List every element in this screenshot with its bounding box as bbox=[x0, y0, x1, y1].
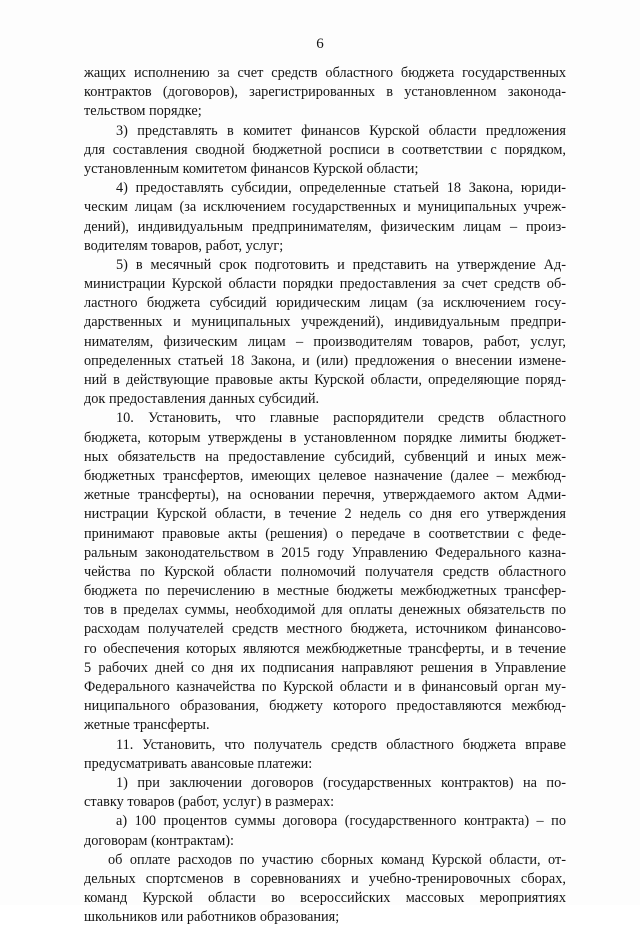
text-line: договорам (контрактам): bbox=[84, 832, 234, 849]
text-line: 3) представлять в комитет финансов Курской области предложения bbox=[116, 122, 566, 139]
text-line: док предоставления данных субсидий. bbox=[84, 391, 320, 408]
text-line: школьников или работников образования; bbox=[84, 909, 340, 926]
text-line: министрации Курской области порядки предоставления за счет средств об- bbox=[84, 276, 566, 293]
text-line: ставку товаров (работ, услуг) в размерах: bbox=[84, 794, 335, 811]
text-line: предусматривать авансовые платежи: bbox=[84, 755, 313, 772]
text-line: ний в действующие правовые акты Курской области, определяющие поряд- bbox=[84, 372, 566, 388]
text-line: бюджета, которым утверждены в установленном порядке лимиты бюджет- bbox=[84, 429, 566, 446]
text-line: водителям товаров, работ, услуг; bbox=[84, 237, 284, 254]
text-line: расходам получателей средств местного бюджета, источником финансово- bbox=[84, 621, 566, 638]
document-body bbox=[84, 64, 566, 927]
text-line: го обеспечения которых являются межбюджетные трансферты, и в течение bbox=[84, 640, 566, 657]
text-line: принимают правовые акты (решения) о передаче в соответствии с феде- bbox=[84, 525, 566, 542]
text-line: дарственных и муниципальных учреждений), индивидуальным предпри- bbox=[84, 314, 566, 331]
text-line: определенных статьей 18 Закона, и (или) предложения о внесении измене- bbox=[84, 352, 566, 369]
text-line: жащих исполнению за счет средств областного бюджета государственных bbox=[84, 65, 566, 81]
text-line: 4) предоставлять субсидии, определенные статьей 18 Закона, юриди- bbox=[116, 180, 566, 197]
text-line: чейства по Курской области полномочий получателя средств областного bbox=[84, 563, 566, 580]
text-line: Федерального казначейства по Курской области и в финансовый орган му- bbox=[84, 679, 566, 695]
text-line: команд Курской области во всероссийских массовых мероприятиях bbox=[84, 890, 566, 907]
text-line: нистрации Курской области, в течение 2 недель со дня его утверждения bbox=[84, 506, 566, 523]
text-line: ных обязательств на предоставление субсидий, субвенций и иных меж- bbox=[84, 448, 566, 465]
text-line: тельством порядке; bbox=[84, 103, 202, 120]
text-line: установленным комитетом финансов Курской области; bbox=[84, 160, 419, 177]
text-line: ластного бюджета субсидий юридическим лицам (за исключением госу- bbox=[84, 295, 566, 312]
text-line: бюджетных трансфертов, имеющих целевое назначение (далее – межбюд- bbox=[84, 467, 566, 484]
text-line: контрактов (договоров), зарегистрированных в установленном законода- bbox=[84, 84, 566, 101]
page-number: 6 bbox=[316, 36, 324, 52]
text-line: дений), индивидуальным предпринимателям, физическим лицам – произ- bbox=[84, 218, 566, 235]
text-line: 1) при заключении договоров (государственных контрактов) на по- bbox=[116, 774, 566, 791]
text-line: нимателям, физическим лицам – производителям товаров, работ, услуг, bbox=[84, 333, 566, 350]
text-line: об оплате расходов по участию сборных команд Курской области, от- bbox=[108, 851, 566, 868]
text-line: 5) в месячный срок подготовить и представить на утверждение Ад- bbox=[116, 256, 566, 273]
text-line: тов в пределах суммы, необходимой для оплаты денежных обязательств по bbox=[84, 602, 566, 619]
text-line: для составления сводной бюджетной росписи в соответствии с порядком, bbox=[84, 141, 566, 158]
text-line: 10. Установить, что главные распорядители средств областного bbox=[116, 410, 566, 427]
text-line: 11. Установить, что получатель средств областного бюджета вправе bbox=[116, 736, 566, 753]
text-line: а) 100 процентов суммы договора (государственного контракта) – по bbox=[116, 813, 566, 830]
text-line: жетные трансферты), на основании перечня, утверждаемого актом Адми- bbox=[84, 487, 566, 504]
text-line: ниципального образования, бюджету которого предоставляются межбюд- bbox=[84, 698, 566, 715]
text-line: жетные трансферты. bbox=[84, 717, 210, 734]
text-line: бюджета по перечислению в местные бюджеты межбюджетных трансфер- bbox=[84, 583, 566, 600]
text-line: ческим лицам (за исключением государственных и муниципальных учреж- bbox=[84, 199, 566, 216]
text-line: ральным законодательством в 2015 году Управлению Федерального казна- bbox=[84, 544, 566, 561]
text-line: 5 рабочих дней со дня их подписания направляют решения в Управление bbox=[84, 659, 566, 676]
text-line: дельных спортсменов в соревнованиях и учебно-тренировочных сборах, bbox=[84, 870, 566, 887]
